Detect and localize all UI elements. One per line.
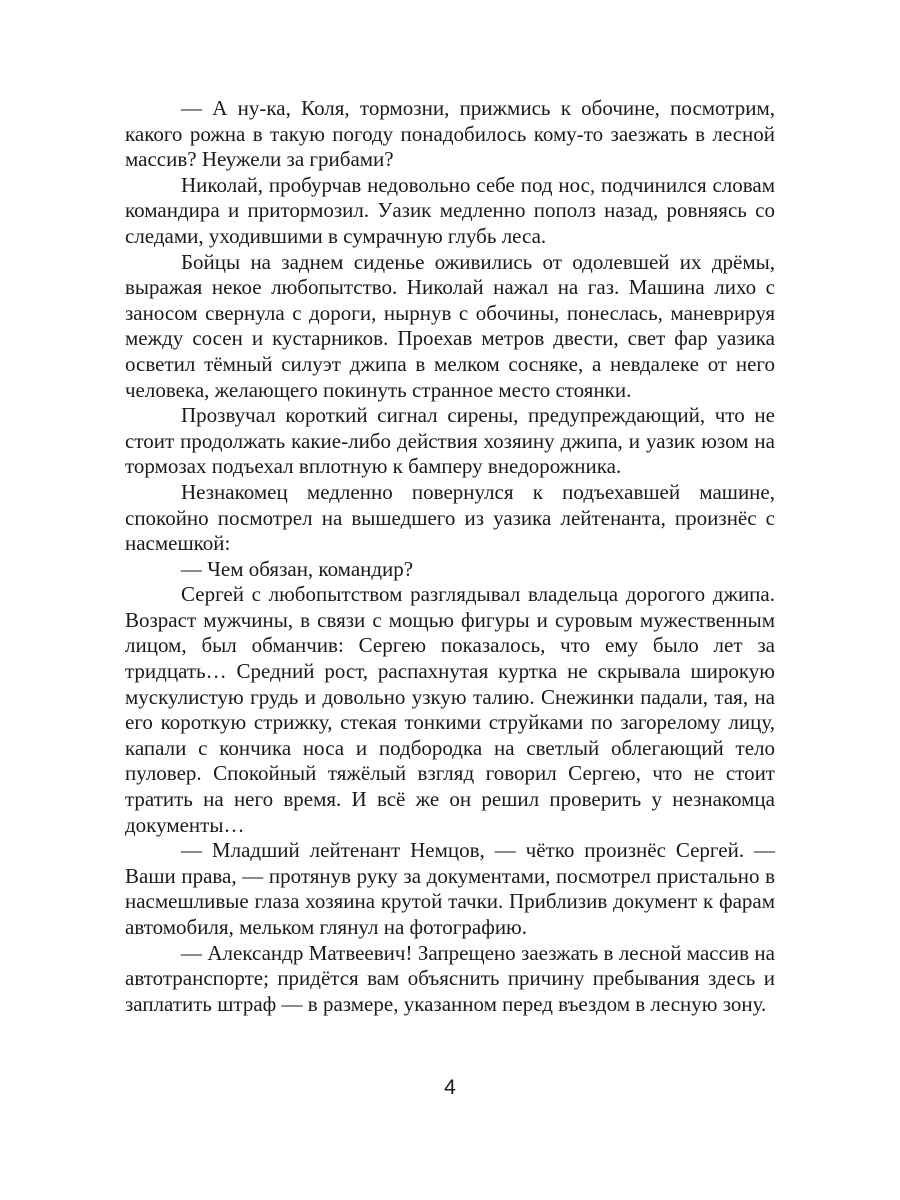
body-text <box>125 96 775 1017</box>
paragraph: Николай, пробурчав недовольно себе под нос, подчинился словам командира и притормозил. Уазик медленно пополз назад, ровняясь со следами, уходившими в сумрачную глубь леса. <box>125 172 775 248</box>
page-number: 4 <box>444 1076 456 1099</box>
paragraph: Сергей с любопытством разглядывал владельца дорогого джипа. Возраст мужчины, в связи с мощью фигуры и суровым мужественным лицом, был обманчив: Сергею показалось, что ему было лет за тридцать… Средний рост, распахнутая куртка не скрывала широкую мускулистую грудь и довольно узкую талию. Снежинки падали, тая, на его короткую стрижку, стекая тонкими струйками по загорелому лицу, капали с кончика носа и подбородка на светлый облегающий тело пуловер. Спокойный тяжёлый взгляд говорил Сергею, что не стоит тратить на него время. И всё же он решил проверить у незнакомца документы… <box>125 582 775 837</box>
paragraph: — А ну-ка, Коля, тормозни, прижмись к обочине, посмотрим, какого рожна в такую погоду понадобилось кому-то заезжать в лесной массив? Неужели за грибами? <box>125 96 775 172</box>
paragraph: Незнакомец медленно повернулся к подъехавшей машине, спокойно посмотрел на вышедшего из уазика лейтенанта, произнёс с насмешкой: <box>125 479 775 556</box>
paragraph: — Чем обязан, командир? <box>181 556 414 581</box>
paragraph: Бойцы на заднем сиденье оживились от одолевшей их дрёмы, выражая некое любопытство. Николай нажал на газ. Машина лихо с заносом свернула с дороги, нырнув с обочины, понеслась, маневрируя между сосен и кустарников. Проехав метров двести, свет фар уазика осветил тёмный силуэт джипа в мелком сосняке, а невдалеке от него человека, желающего покинуть странное место стоянки. <box>125 249 775 402</box>
paragraph: — Младший лейтенант Немцов, — чётко произнёс Сергей. — Ваши права, — протянув руку за документами, посмотрел пристально в насмешливые глаза хозяина крутой тачки. Приблизив документ к фарам автомобиля, мельком глянул на фотографию. <box>125 838 775 939</box>
paragraph: Прозвучал короткий сигнал сирены, предупреждающий, что не стоит продолжать какие-либо действия хозяину джипа, и уазик юзом на тормозах подъехал вплотную к бамперу внедорожника. <box>125 403 775 479</box>
paragraph: — Александр Матвеевич! Запрещено заезжать в лесной массив на автотранспорте; придётся вам объяснить причину пребывания здесь и заплатить штраф — в размере, указанном перед въездом в лесную зону. <box>125 940 775 1016</box>
